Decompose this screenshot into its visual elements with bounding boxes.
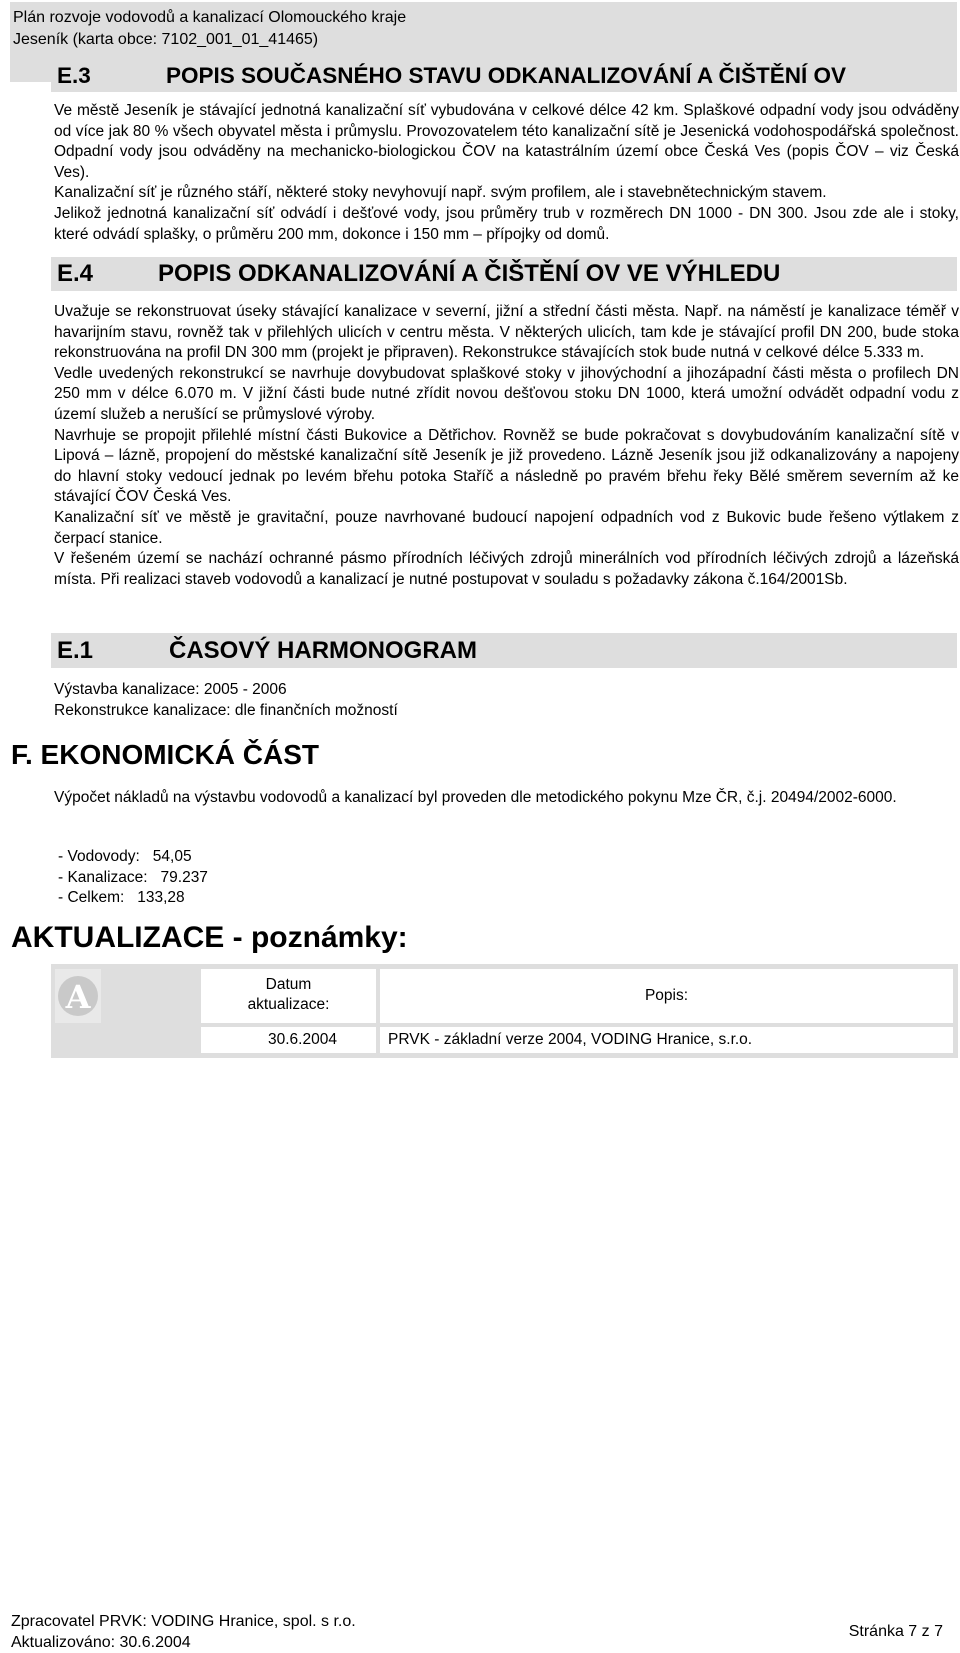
footer-page-number: Stránka 7 z 7 [848,1623,943,1640]
section-number: E.1 [57,637,94,664]
section-title: POPIS ODKANALIZOVÁNÍ A ČIŠTĚNÍ OV VE VÝHLEDU [158,260,781,287]
desc-header-text: Popis: [644,987,689,1004]
cost-item: - Celkem: 133,28 [58,889,185,907]
footer-processor: Zpracovatel PRVK: VODING Hranice, spol. s r.o. [11,1613,356,1630]
row-desc: PRVK - základní verze 2004, VODING Hranice, s.r.o. [388,1031,753,1048]
schedule-line: Rekonstrukce kanalizace: dle finančních možností [54,701,398,719]
section-title: POPIS SOUČASNÉHO STAVU ODKANALIZOVÁNÍ A ČIŠTĚNÍ OV [166,63,847,88]
section-title: ČASOVÝ HARMONOGRAM [169,637,478,664]
paragraph: Jelikož jednotná kanalizační síť odvádí i dešťové vody, jsou průměry trub v rozměrech DN 1000 - DN 300. Jsou zde ale i stoky, které odvádí splašky, o průměru 200 mm, dokonce i 150 mm – přípojky od domů. [54,204,959,243]
row-date: 30.6.2004 [268,1031,337,1048]
section-f-body: Výpočet nákladů na výstavbu vodovodů a kanalizací byl proveden dle metodického pokynu Mze ČR, č.j. 20494/2002-6000. [54,789,897,806]
header-title: Plán rozvoje vodovodů a kanalizací Olomouckého kraje [13,9,407,26]
footer-updated: Aktualizováno: 30.6.2004 [11,1634,191,1651]
header-subtitle: Jeseník (karta obce: 7102_001_01_41465) [13,31,319,48]
date-header-text: Datum aktualizace: [247,976,330,1013]
paragraph: Uvažuje se rekonstruovat úseky stávající kanalizace v severní, jižní a střední části města. Např. na náměstí je kanalizace téměř v havarijním stavu, rovněž tak v přilehlých ulicích v centru města. V některých ulicích, tam kde je stávající profil DN 200, bude stoka rekonstruována na profil DN 300 mm (projekt je připraven). Rekonstrukce stávajících stok bude nutná v celkové délce 5.333 m. [54,303,959,362]
desc-column-header [380,969,953,1023]
logo-letter: A [65,978,91,1016]
section-e1-body [54,680,959,721]
schedule-line: Výstavba kanalizace: 2005 - 2006 [54,681,287,698]
paragraph: Ve městě Jeseník je stávající jednotná kanalizační síť vybudována v celkové délce 42 km. Splaškové odpadní vody jsou odváděny od více jak 80 % všech obyvatel města i průmyslu. Provozovatelem této kanalizační sítě je Jesenická vodohospodářská společnost. Odpadní vody jsou odváděny na mechanicko-biologickou ČOV na katastrálním území obce Česká Ves (popis ČOV – viz Česká Ves). [54,102,959,181]
paragraph: Navrhuje se propojit přilehlé místní části Bukovice a Dětřichov. Rovněž se bude pokračovat s dovybudováním kanalizační sítě v Lipová – lázně, propojení do městské kanalizační sítě Jeseník je již provedeno. Lázně Jeseník jsou již odkanalizovány a napojeny do hlavní stoky vedoucí jednak po levém břehu potoka Staříč a následně po pravém břehu řeky Bělé směrem severním až ke stávající ČOV Česká Ves. [54,426,959,506]
paragraph: V řešeném území se nachází ochranné pásmo přírodních léčivých zdrojů minerálních vod přírodních léčivých zdrojů a lázeňská místa. Při realizaci staveb vodovodů a kanalizací je nutné postupovat v souladu s požadavky zákona č.164/2001Sb. [54,550,959,588]
table-row-date [201,1027,376,1053]
section-e3-heading [51,60,957,92]
section-number: E.4 [57,260,94,287]
section-e4-heading [51,257,957,291]
update-table [51,964,958,1058]
section-e3-body [54,101,959,245]
logo-icon [55,969,101,1023]
cost-item: - Vodovody: 54,05 [58,848,192,865]
section-e4-body [54,302,959,590]
paragraph: Vedle uvedených rekonstrukcí se navrhuje dovybudovat splaškové stoky v jihovýchodní a jihozápadní části města o profilech DN 250 mm v délce 6.070 m. V jižní části bude nutné zřídit novou dešťovou stoku DN 1000, která umožní odvádět odpadní vodu z území služeb a nerušící se průmyslové výroby. [54,364,959,423]
section-f-heading: F. EKONOMICKÁ ČÁST [11,739,319,770]
table-row-desc [380,1027,953,1053]
date-column-header [201,969,376,1023]
aktualizace-heading: AKTUALIZACE - poznámky: [11,921,408,954]
section-e1-heading [51,633,957,668]
cost-list [58,847,208,909]
section-number: E.3 [57,63,91,88]
paragraph: Kanalizační síť ve městě je gravitační, pouze navrhované budoucí napojení odpadních vod z Bukovic bude řešeno výtlakem z čerpací stanice. [54,508,959,547]
cost-item: - Kanalizace: 79.237 [58,868,208,886]
paragraph: Kanalizační síť je různého stáří, některé stoky nevyhovují např. svým profilem, ale i stavebnětechnickým stavem. [54,184,827,202]
